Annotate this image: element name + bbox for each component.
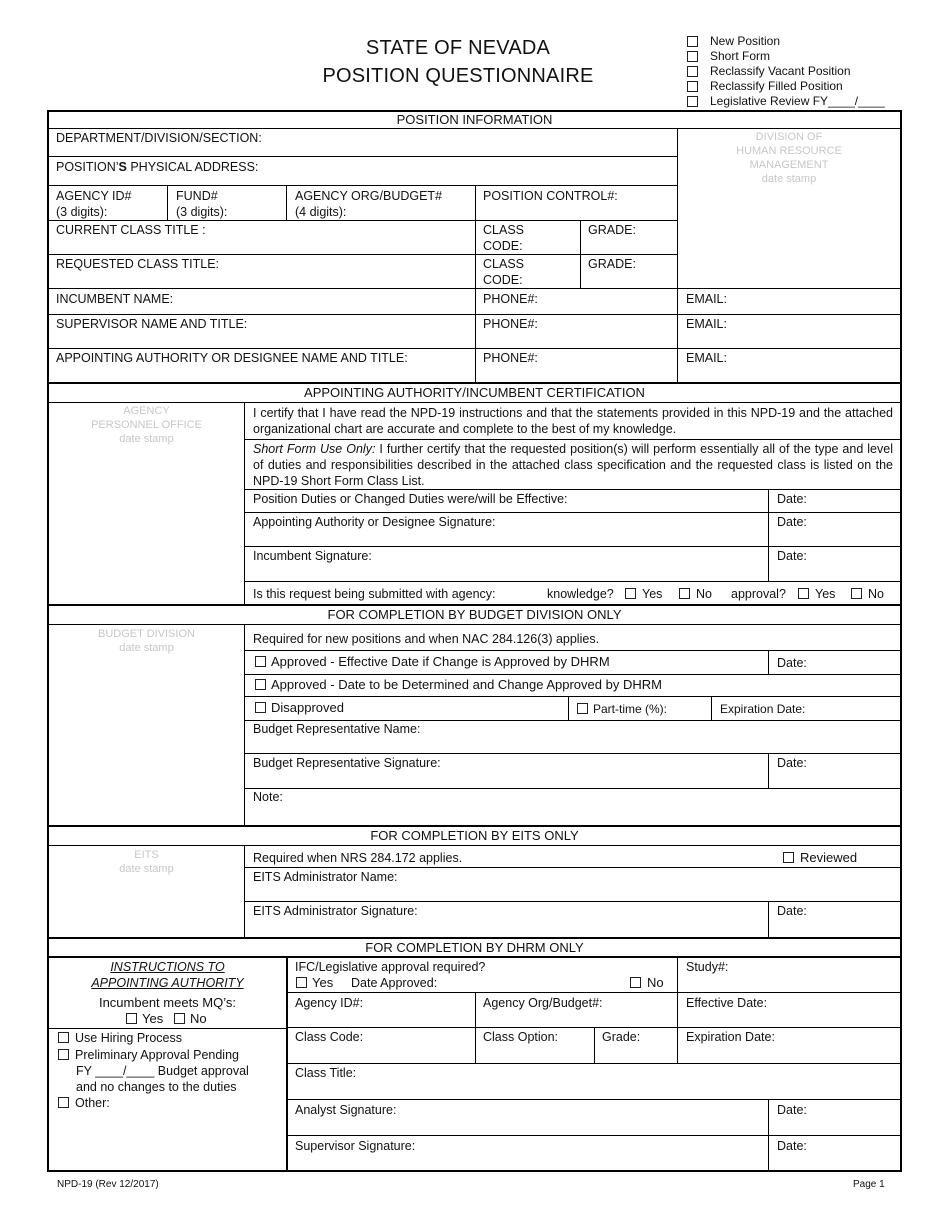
checkbox[interactable] xyxy=(630,977,641,988)
agency-id-field[interactable]: AGENCY ID# (3 digits): xyxy=(56,189,132,219)
section-dhrm: FOR COMPLETION BY DHRM ONLY xyxy=(365,940,584,955)
budget-rep-signature-field[interactable]: Budget Representative Signature: xyxy=(253,756,441,770)
mq-yes[interactable]: Yes xyxy=(126,1011,163,1027)
requested-class-title-field[interactable]: REQUESTED CLASS TITLE: xyxy=(56,257,220,271)
ifc-no[interactable]: No xyxy=(630,975,664,991)
budget-rep-signature-date[interactable]: Date: xyxy=(777,756,807,770)
supervisor-signature-date[interactable]: Date: xyxy=(777,1139,807,1153)
appointing-signature-field[interactable]: Appointing Authority or Designee Signature: xyxy=(253,515,496,529)
eits-reviewed-option[interactable]: Reviewed xyxy=(783,850,857,866)
budget-note-field[interactable]: Note: xyxy=(253,790,283,804)
incumbent-signature-date[interactable]: Date: xyxy=(777,549,807,563)
dhrm-date-stamp: DIVISION OF HUMAN RESOURCE MANAGEMENT date stamp xyxy=(736,131,842,185)
preliminary-approval-option[interactable]: Preliminary Approval Pending xyxy=(58,1047,239,1063)
physical-address-field[interactable]: POSITION’S PHYSICAL ADDRESS: xyxy=(56,160,259,174)
position-control-field[interactable]: POSITION CONTROL#: xyxy=(483,189,618,203)
checkbox[interactable] xyxy=(255,656,266,667)
checkbox[interactable] xyxy=(296,977,307,988)
ifc-approval-question: IFC/Legislative approval required? xyxy=(295,960,486,974)
mq-label: Incumbent meets MQ’s: xyxy=(98,995,237,1010)
option-new-position[interactable]: New Position xyxy=(687,34,885,49)
option-legislative-review[interactable]: Legislative Review FY____/____ xyxy=(687,94,885,109)
ifc-yes[interactable]: Yes xyxy=(296,975,333,991)
eits-admin-signature-field[interactable]: EITS Administrator Signature: xyxy=(253,904,418,918)
incumbent-signature-field[interactable]: Incumbent Signature: xyxy=(253,549,372,563)
current-class-code-field[interactable]: CLASS CODE: xyxy=(483,223,524,253)
requested-grade-field[interactable]: GRADE: xyxy=(588,257,636,271)
section-budget-division: FOR COMPLETION BY BUDGET DIVISION ONLY xyxy=(327,607,622,622)
part-time-field[interactable]: Part-time (%): xyxy=(577,701,667,717)
short-form-statement: Short Form Use Only: I further certify that the requested position(s) will perform essentially all of the type and level of duties and responsibilities described in the attached class specification and the requested class is listed on the NPD-19 Short Form Class List. xyxy=(253,442,893,488)
eits-date-stamp: EITS date stamp xyxy=(119,849,174,875)
option-short-form[interactable]: Short Form xyxy=(687,49,885,64)
disapproved-option[interactable]: Disapproved xyxy=(255,700,344,716)
incumbent-name-field[interactable]: INCUMBENT NAME: xyxy=(56,292,174,306)
current-class-title-field[interactable]: CURRENT CLASS TITLE : xyxy=(56,223,206,237)
mq-no[interactable]: No xyxy=(174,1011,207,1027)
dhrm-class-title-field[interactable]: Class Title: xyxy=(295,1066,357,1080)
preliminary-approval-line2: FY ____/____ Budget approval xyxy=(76,1064,249,1078)
incumbent-email-field[interactable]: EMAIL: xyxy=(686,292,727,306)
supervisor-signature-field[interactable]: Supervisor Signature: xyxy=(295,1139,416,1153)
supervisor-phone-field[interactable]: PHONE#: xyxy=(483,317,538,331)
checkbox[interactable] xyxy=(687,81,698,92)
preliminary-approval-line3: and no changes to the duties xyxy=(76,1080,237,1094)
supervisor-name-field[interactable]: SUPERVISOR NAME AND TITLE: xyxy=(56,317,248,331)
knowledge-label: knowledge? xyxy=(547,587,614,601)
checkbox[interactable] xyxy=(783,852,794,863)
department-field[interactable]: DEPARTMENT/DIVISION/SECTION: xyxy=(56,131,262,145)
option-reclassify-vacant[interactable]: Reclassify Vacant Position xyxy=(687,64,885,79)
checkbox[interactable] xyxy=(58,1049,69,1060)
date-approved-field[interactable]: Date Approved: xyxy=(351,976,438,990)
checkbox[interactable] xyxy=(58,1032,69,1043)
approval-no[interactable]: No xyxy=(851,586,884,602)
title-line-2: POSITION QUESTIONNAIRE xyxy=(322,65,594,87)
checkbox[interactable] xyxy=(58,1097,69,1108)
analyst-signature-field[interactable]: Analyst Signature: xyxy=(295,1103,397,1117)
study-number-field[interactable]: Study#: xyxy=(686,960,729,974)
budget-expiration-date[interactable]: Expiration Date: xyxy=(720,702,806,716)
approved-effective-option[interactable]: Approved - Effective Date if Change is Approved by DHRM xyxy=(255,654,610,670)
submission-question: Is this request being submitted with agency: xyxy=(253,587,496,601)
dhrm-effective-date-field[interactable]: Effective Date: xyxy=(686,996,768,1010)
dhrm-class-option-field[interactable]: Class Option: xyxy=(483,1030,559,1044)
checkbox[interactable] xyxy=(255,679,266,690)
position-type-options xyxy=(687,34,885,109)
dhrm-agency-id-field[interactable]: Agency ID#: xyxy=(295,996,364,1010)
approved-tbd-option[interactable]: Approved - Date to be Determined and Change Approved by DHRM xyxy=(255,677,662,693)
knowledge-yes[interactable]: Yes xyxy=(625,586,662,602)
agency-personnel-date-stamp: AGENCY PERSONNEL OFFICE date stamp xyxy=(91,405,202,445)
section-position-information: POSITION INFORMATION xyxy=(396,112,553,127)
eits-admin-name-field[interactable]: EITS Administrator Name: xyxy=(253,870,398,884)
appointing-phone-field[interactable]: PHONE#: xyxy=(483,351,538,365)
section-certification: APPOINTING AUTHORITY/INCUMBENT CERTIFICATION xyxy=(304,385,645,400)
form-id: NPD-19 (Rev 12/2017) xyxy=(57,1179,159,1190)
supervisor-email-field[interactable]: EMAIL: xyxy=(686,317,727,331)
approval-label: approval? xyxy=(731,587,786,601)
checkbox[interactable] xyxy=(687,51,698,62)
budget-date-stamp: BUDGET DIVISION date stamp xyxy=(98,628,195,654)
dhrm-agency-org-field[interactable]: Agency Org/Budget#: xyxy=(483,996,603,1010)
requested-class-code-field[interactable]: CLASS CODE: xyxy=(483,257,524,287)
use-hiring-option[interactable]: Use Hiring Process xyxy=(58,1030,182,1046)
dhrm-class-code-field[interactable]: Class Code: xyxy=(295,1030,364,1044)
appointing-signature-date[interactable]: Date: xyxy=(777,515,807,529)
appointing-email-field[interactable]: EMAIL: xyxy=(686,351,727,365)
effective-date-field[interactable]: Date: xyxy=(777,492,807,506)
page-number: Page 1 xyxy=(853,1179,885,1190)
effective-duties-field[interactable]: Position Duties or Changed Duties were/will be Effective: xyxy=(253,492,568,506)
checkbox[interactable] xyxy=(851,588,862,599)
checkbox[interactable] xyxy=(687,36,698,47)
checkbox[interactable] xyxy=(255,702,266,713)
dhrm-grade-field[interactable]: Grade: xyxy=(602,1030,641,1044)
option-reclassify-filled[interactable]: Reclassify Filled Position xyxy=(687,79,885,94)
approved-effective-date[interactable]: Date: xyxy=(777,656,807,670)
checkbox[interactable] xyxy=(679,588,690,599)
checkbox[interactable] xyxy=(174,1013,185,1024)
eits-admin-signature-date[interactable]: Date: xyxy=(777,904,807,918)
appointing-authority-field[interactable]: APPOINTING AUTHORITY OR DESIGNEE NAME AND TITLE: xyxy=(56,351,408,365)
checkbox[interactable] xyxy=(126,1013,137,1024)
instructions-heading: INSTRUCTIONS TO APPOINTING AUTHORITY xyxy=(91,960,244,990)
checkbox[interactable] xyxy=(687,66,698,77)
checkbox[interactable] xyxy=(577,703,588,714)
dhrm-expiration-date-field[interactable]: Expiration Date: xyxy=(686,1030,775,1044)
other-option[interactable]: Other: xyxy=(58,1095,110,1111)
checkbox[interactable] xyxy=(625,588,636,599)
form-title xyxy=(258,34,658,90)
incumbent-phone-field[interactable]: PHONE#: xyxy=(483,292,538,306)
budget-required-note: Required for new positions and when NAC 284.126(3) applies. xyxy=(253,632,600,646)
certify-statement: I certify that I have read the NPD-19 instructions and that the statements provided in this NPD-19 and the attached organizational chart are accurate and complete to the best of my knowledge. xyxy=(253,406,893,436)
analyst-signature-date[interactable]: Date: xyxy=(777,1103,807,1117)
fund-field[interactable]: FUND# (3 digits): xyxy=(176,189,228,219)
budget-rep-name-field[interactable]: Budget Representative Name: xyxy=(253,722,421,736)
title-line-1: STATE OF NEVADA xyxy=(365,37,551,59)
knowledge-no[interactable]: No xyxy=(679,586,712,602)
approval-yes[interactable]: Yes xyxy=(798,586,835,602)
checkbox[interactable] xyxy=(687,96,698,107)
eits-required-note: Required when NRS 284.172 applies. xyxy=(253,851,463,865)
checkbox[interactable] xyxy=(798,588,809,599)
agency-org-budget-field[interactable]: AGENCY ORG/BUDGET# (4 digits): xyxy=(295,189,443,219)
section-eits: FOR COMPLETION BY EITS ONLY xyxy=(370,828,579,843)
current-grade-field[interactable]: GRADE: xyxy=(588,223,636,237)
